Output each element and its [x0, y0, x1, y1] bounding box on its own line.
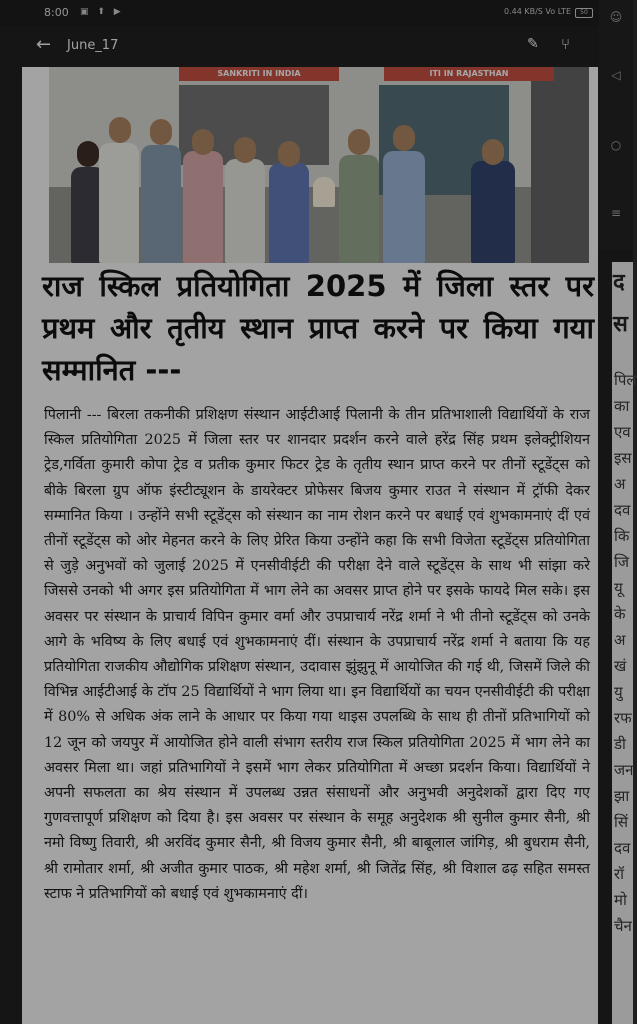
document-title: June_17: [67, 38, 119, 53]
peek-line: डी: [614, 735, 626, 753]
peek-line: अ: [614, 475, 626, 493]
peek-line: रफ: [614, 709, 632, 727]
peek-line: दव: [614, 501, 631, 519]
notification-icons: ▣ ⬆ ▶: [80, 7, 124, 17]
peek-line: के: [614, 605, 626, 623]
peek-line: झा: [614, 787, 630, 805]
peek-line: जि: [614, 553, 630, 571]
back-arrow-icon[interactable]: ←: [36, 34, 52, 55]
article-photo: [49, 67, 589, 263]
document-page[interactable]: [22, 67, 598, 1024]
article-headline: राज स्किल प्रतियोगिता 2025 में जिला स्तर पर प्रथम और तृतीय स्थान प्राप्त करने पर किया गया सम्मानित ---: [42, 269, 594, 387]
peek-line: जन: [614, 761, 634, 779]
network-status: 0.44 KB/S Vo LTE: [504, 7, 571, 16]
peek-line: का: [614, 397, 630, 415]
peek-line: यू: [614, 579, 623, 597]
next-page-peek[interactable]: [612, 262, 637, 1024]
accessibility-icon[interactable]: ☺: [609, 10, 623, 24]
article-body: पिलानी --- बिरला तकनीकी प्रशिक्षण संस्थान आईटीआई पिलानी के तीन प्रतिभाशाली विद्यार्थियों के राज स्किल प्रतियोगिता 2025 में जिला स्तर पर शानदार प्रदर्शन करने वाले हरेंद्र सिंह प्रथम इलेक्ट्रीशियन ट्रेड,गर्विता कुमारी कोपा ट्रेड व प्रतीक कुमार फिटर ट्रेड के तृतीय स्थान प्राप्त करने पर तीनों स्टूडेंट्स को बीके बिरला ग्रुप ऑफ इंस्टीट्यूशन के डायरेक्टर प्रोफेसर बिजय कुमार राउत ने संस्थान में ट्रॉफी देकर सम्मानित किया । उन्होंने सभी स्टूडेंट्स को संस्थान का नाम रोशन करने पर बधाई एवं शुभकामनाएं दीं एवं तीनों स्टूडेंट्स को ओर मेहनत करने के लिए प्रेरित किया उन्होंने कहा कि सभी विजेता स्टूडेंट्स प्रतियोगिता से जुड़े अनुभवों को जुलाई 2025 में एनसीवीईटी की परीक्षा देने वाले स्टूडेंट्स के साथ भी सांझा करे जिससे उनको भी अगर इस प्रतियोगिता में भाग लेने का अवसर प्राप्त होने पर इसके फायदे मिल सके। इस अवसर पर संस्थान के प्राचार्य विपिन कुमार वर्मा और उपप्राचार्य नरेंद्र शर्मा ने भी तीनो स्टूडेंट्स को उनके आगे के भविष्य के लिए बधाई एवं शुभकामनाएं दीं। संस्थान के उपप्राचार्य नरेंद्र शर्मा ने बताया कि यह प्रतियोगिता राजकीय औद्योगिक प्रशिक्षण संस्थान, उदावास झुंझुनू में आयोजित की गई थी, जिसमें जिले की विभिन्न आईटीआई के टॉप 25 विद्यार्थियों ने भाग लिया था। इन विद्यार्थियों का चयन एनसीवीईटी की परीक्षा में 80% से अधिक अंक लाने के आधार पर किया गया थाइस उपलब्धि के साथ ही तीनों प्रतिभागियों को 12 जून को जयपुर में आयोजित होने वाली संभाग स्तरीय राज स्किल प्रतियोगिता 2025 में भाग लेने का अवसर मिला था। जहां प्रतिभागियों ने इसमें भाग लेकर प्रतियोगिता में अच्छा प्रदर्शन किया। विद्यार्थियों ने अपनी सफलता का श्रेय संस्थान में उपलब्ध उन्नत संसाधनों और अनुभवी अनुदेशकों द्वारा दिए गए गुणवत्तापूर्ण प्रशिक्षण को दिया है। इस अवसर पर संस्थान के समूह अनुदेशक श्री सुनील कुमार सैनी, श्री नमो विष्णु तिवारी, श्री अरविंद कुमार सैनी, श्री विजय कुमार सैनी, श्री बाबूलाल जांगिड़, श्री बुधराम सैनी, श्री रामोतार शर्मा, श्री अजीत कुमार पाठक, श्री महेश शर्मा, श्री जितेंद्र सिंह, श्री विशाल ढढ़ सहित समस्त स्टाफ ने प्रतिभागियों को बधाई एवं शुभकामनाएं दीं।: [44, 407, 590, 902]
app-bar: [0, 26, 600, 66]
peek-line: मो: [614, 891, 627, 909]
nav-home-icon[interactable]: ○: [610, 138, 622, 152]
peek-line: कि: [614, 527, 630, 545]
photo-sign-right: ITI IN RAJASTHAN: [384, 67, 554, 81]
battery-icon: 50: [575, 8, 593, 18]
peek-line: रॉ: [614, 865, 625, 883]
photo-sign-left: SANKRITI IN INDIA: [179, 67, 339, 81]
nav-menu-icon[interactable]: ≡: [610, 206, 622, 220]
peek-line: एव: [614, 423, 631, 441]
peek-line: इस: [614, 449, 632, 467]
peek-heading-1: द: [613, 270, 625, 295]
status-bar: [0, 0, 633, 26]
peek-line: यु: [614, 683, 623, 701]
status-time: 8:00: [44, 6, 69, 19]
peek-line: पिल: [614, 371, 637, 389]
peek-line: सिं: [614, 813, 629, 831]
peek-heading-2: स: [613, 312, 628, 337]
peek-line: चैन: [614, 917, 632, 935]
floating-nav-bar: [599, 0, 633, 250]
share-icon[interactable]: ⑂: [561, 35, 571, 53]
edit-icon[interactable]: ✎: [527, 36, 539, 52]
peek-line: अ: [614, 631, 626, 649]
nav-back-icon[interactable]: ◁: [611, 68, 621, 82]
peek-line: खं: [614, 657, 627, 675]
peek-line: दव: [614, 839, 631, 857]
